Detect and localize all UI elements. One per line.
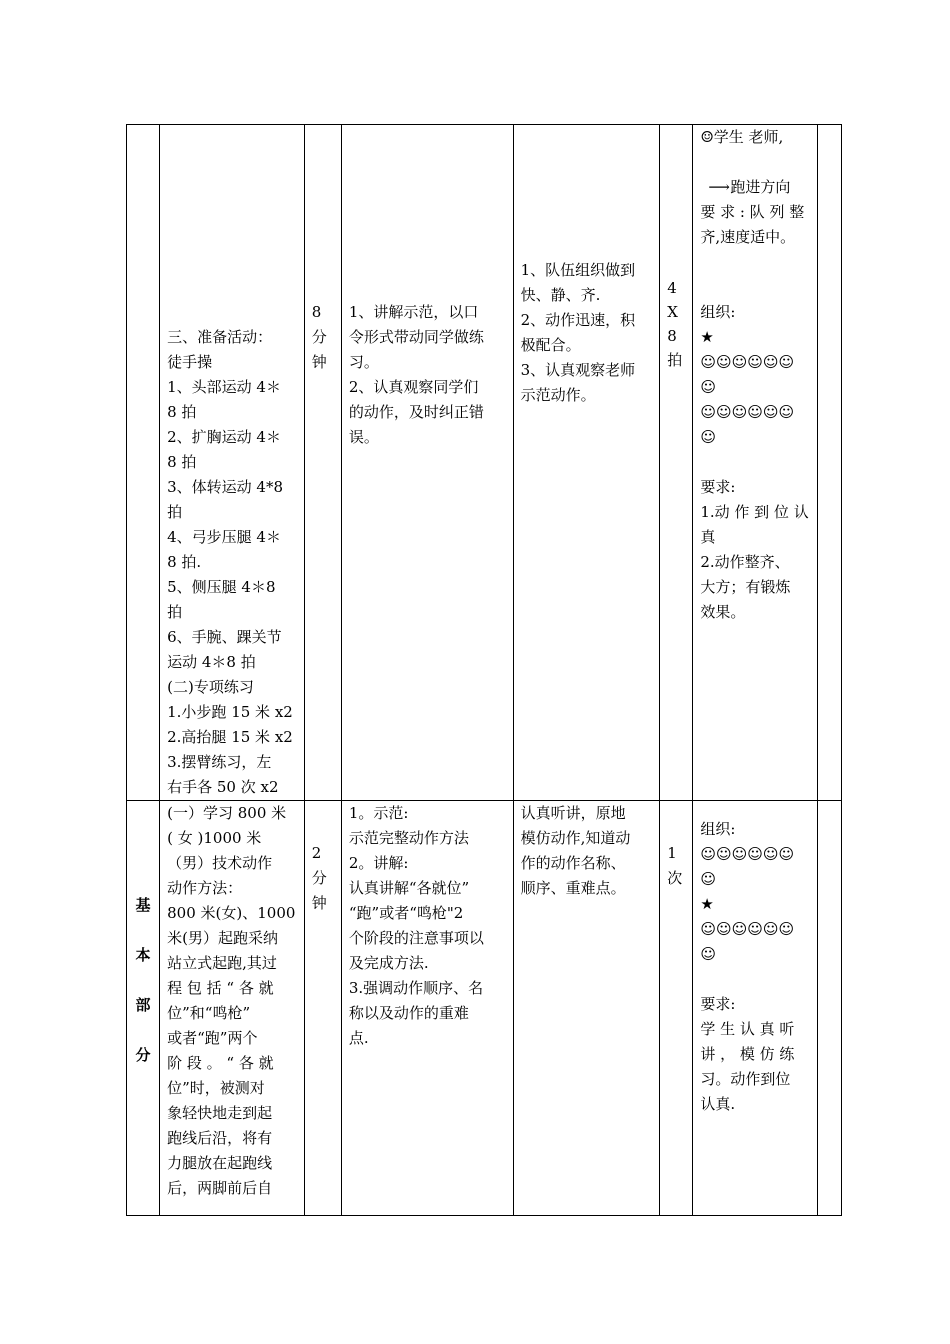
req-line: 讲 ， 模 仿 练 [700,1045,795,1063]
count-line: 拍 [667,351,683,369]
section-char: 分 [135,1046,151,1064]
org-req-line: 齐,速度适中。 [700,228,796,246]
student-line: 快、静、齐. [520,286,601,304]
student-formation-icons: ☺ [700,870,716,888]
content-line: 8 拍 [167,403,197,421]
time-line: 8 [311,303,322,321]
content-line: 800 米(女)、1000 [167,904,296,922]
content-line: 3.摆臂练习，左 [167,753,272,771]
content-line: 动作方法： [167,879,243,897]
student-line: 示范动作。 [520,386,596,404]
content-line: (一）学习 800 米 [167,804,287,822]
teacher-line: 认真讲解“各就位” [348,879,470,897]
student-formation-icons: ☺ [700,945,716,963]
content-line: 8 拍. [167,553,202,571]
org-top-line: ☺学生 老师, [700,128,784,146]
teacher-line: 个阶段的注意事项以 [348,929,484,947]
content-line: 8 拍 [167,453,197,471]
teacher-line: 的动作，及时纠正错 [348,403,484,421]
teacher-line: 点. [348,1029,369,1047]
count-cell [660,801,693,1216]
student-formation-icons: ☺☺☺☺☺☺ [700,353,795,371]
student-line: 1、队伍组织做到 [520,261,636,279]
blank-line [700,250,810,275]
teacher-activity-cell [341,125,513,801]
organization-cell [693,801,818,1216]
req-line: 1.动 作 到 位 认 [700,503,809,521]
content-cell [160,125,305,801]
content-line: 跑线后沿，将有 [167,1129,273,1147]
content-line: 右手各 50 次 x2 [167,778,279,796]
section-char: 基 [135,896,151,914]
count-line: 次 [667,869,683,887]
time-line: 分 [311,328,327,346]
content-line: 拍 [167,503,183,521]
req-line: 2.动作整齐、 [700,553,790,571]
teacher-line: 3.强调动作顺序、名 [348,979,484,997]
req-line: 学 生 认 真 听 [700,1020,795,1038]
req-label: 要求: [700,478,736,496]
content-line: 3、体转运动 4*8 [167,478,284,496]
content-line: （男）技术动作 [167,854,273,872]
section-cell-empty [127,125,160,801]
content-line: 阶 段 。 “ 各 就 [167,1054,274,1072]
student-activity-cell [513,125,660,801]
direction-label: 跑进方向 [730,178,791,196]
arrow-right-icon: ⟶ [708,178,730,196]
time-line: 分 [311,869,327,887]
time-line: 2 [311,844,322,862]
req-line: 习。动作到位 [700,1070,791,1088]
teacher-line: 习。 [348,353,379,371]
content-line: 徒手操 [167,353,213,371]
req-label: 要求: [700,995,736,1013]
time-cell [304,801,341,1216]
org-label: 组织: [700,303,736,321]
student-formation-icons: ☺ [700,428,716,446]
time-line: 钟 [311,894,327,912]
student-activity-cell [513,801,660,1216]
student-line: 认真听讲，原地 [520,804,626,822]
student-formation-icons: ☺ [700,378,716,396]
req-line: 效果。 [700,603,746,621]
teacher-star-icon: ★ [700,328,714,346]
content-line: 位”时，被测对 [167,1079,265,1097]
content-line: 1、头部运动 4＊ [167,378,281,396]
content-line: 或者“跑”两个 [167,1029,258,1047]
lesson-plan-table [126,124,842,1216]
teacher-line: 称以及动作的重难 [348,1004,469,1022]
teacher-activity-cell [341,801,513,1216]
student-line: 作的动作名称、 [520,854,626,872]
content-line: 2、扩胸运动 4＊ [167,428,281,446]
content-line: 2.高抬腿 15 米 x2 [167,728,293,746]
teacher-line: 及完成方法. [348,954,429,972]
blank-line [700,967,810,992]
count-cell [660,125,693,801]
student-formation-icons: ☺☺☺☺☺☺ [700,920,795,938]
blank-line [700,150,810,175]
content-cell [160,801,305,1216]
teacher-line: “跑”或者“鸣枪"2 [348,904,464,922]
content-line: 力腿放在起跑线 [167,1154,273,1172]
empty-cell [817,125,841,801]
section-cell [127,801,160,1216]
time-cell [304,125,341,801]
direction-line [700,175,810,200]
org-label: 组织: [700,820,736,838]
table-row-warmup [127,125,842,801]
content-line: 位”和“鸣枪” [167,1004,251,1022]
count-line: X [667,303,678,321]
section-char: 部 [135,996,151,1014]
content-line: 1.小步跑 15 米 x2 [167,703,293,721]
req-line: 真 [700,528,716,546]
content-line: 三、准备活动： [167,328,273,346]
student-line: 顺序、重难点。 [520,879,626,897]
count-line: 8 [667,327,677,345]
teacher-line: 1。示范: [348,804,409,822]
content-line: 米(男）起跑采纳 [167,929,278,947]
blank-line [700,275,810,300]
req-line: 大方；有锻炼 [700,578,791,596]
count-line: 4 [667,279,677,297]
content-line: 运动 4＊8 拍 [167,653,256,671]
student-line: 2、动作迅速，积 [520,311,636,329]
teacher-line: 示范完整动作方法 [348,829,469,847]
req-line: 认真. [700,1095,736,1113]
student-formation-icons: ☺☺☺☺☺☺ [700,403,795,421]
content-line: 5、侧压腿 4＊8 [167,578,276,596]
student-line: 3、认真观察老师 [520,361,636,379]
content-line: 程 包 括 “ 各 就 [167,979,274,997]
teacher-line: 1、讲解示范，以口 [348,303,479,321]
content-line: 拍 [167,603,183,621]
teacher-line: 2、认真观察同学们 [348,378,479,396]
content-line: 象轻快地走到起 [167,1104,273,1122]
time-line: 钟 [311,353,327,371]
student-line: 极配合。 [520,336,581,354]
organization-cell [693,125,818,801]
blank-line [700,450,810,475]
count-line: 1 [667,844,677,862]
content-line: 4、弓步压腿 4＊ [167,528,281,546]
teacher-star-icon: ★ [700,895,714,913]
table-row-main [127,801,842,1216]
content-line: 6、手腕、踝关节 [167,628,282,646]
teacher-line: 令形式带动同学做练 [348,328,484,346]
teacher-line: 误。 [348,428,379,446]
student-formation-icons: ☺☺☺☺☺☺ [700,845,795,863]
student-line: 模仿动作,知道动 [520,829,631,847]
content-line: 站立式起跑,其过 [167,954,277,972]
content-line: ( 女 )1000 米 [167,829,262,847]
teacher-line: 2。讲解: [348,854,409,872]
org-req-line: 要 求 : 队 列 整 [700,203,805,221]
section-char: 本 [135,946,151,964]
content-line: 后，两脚前后自 [167,1179,273,1197]
empty-cell [817,801,841,1216]
content-line: (二)专项练习 [167,678,254,696]
